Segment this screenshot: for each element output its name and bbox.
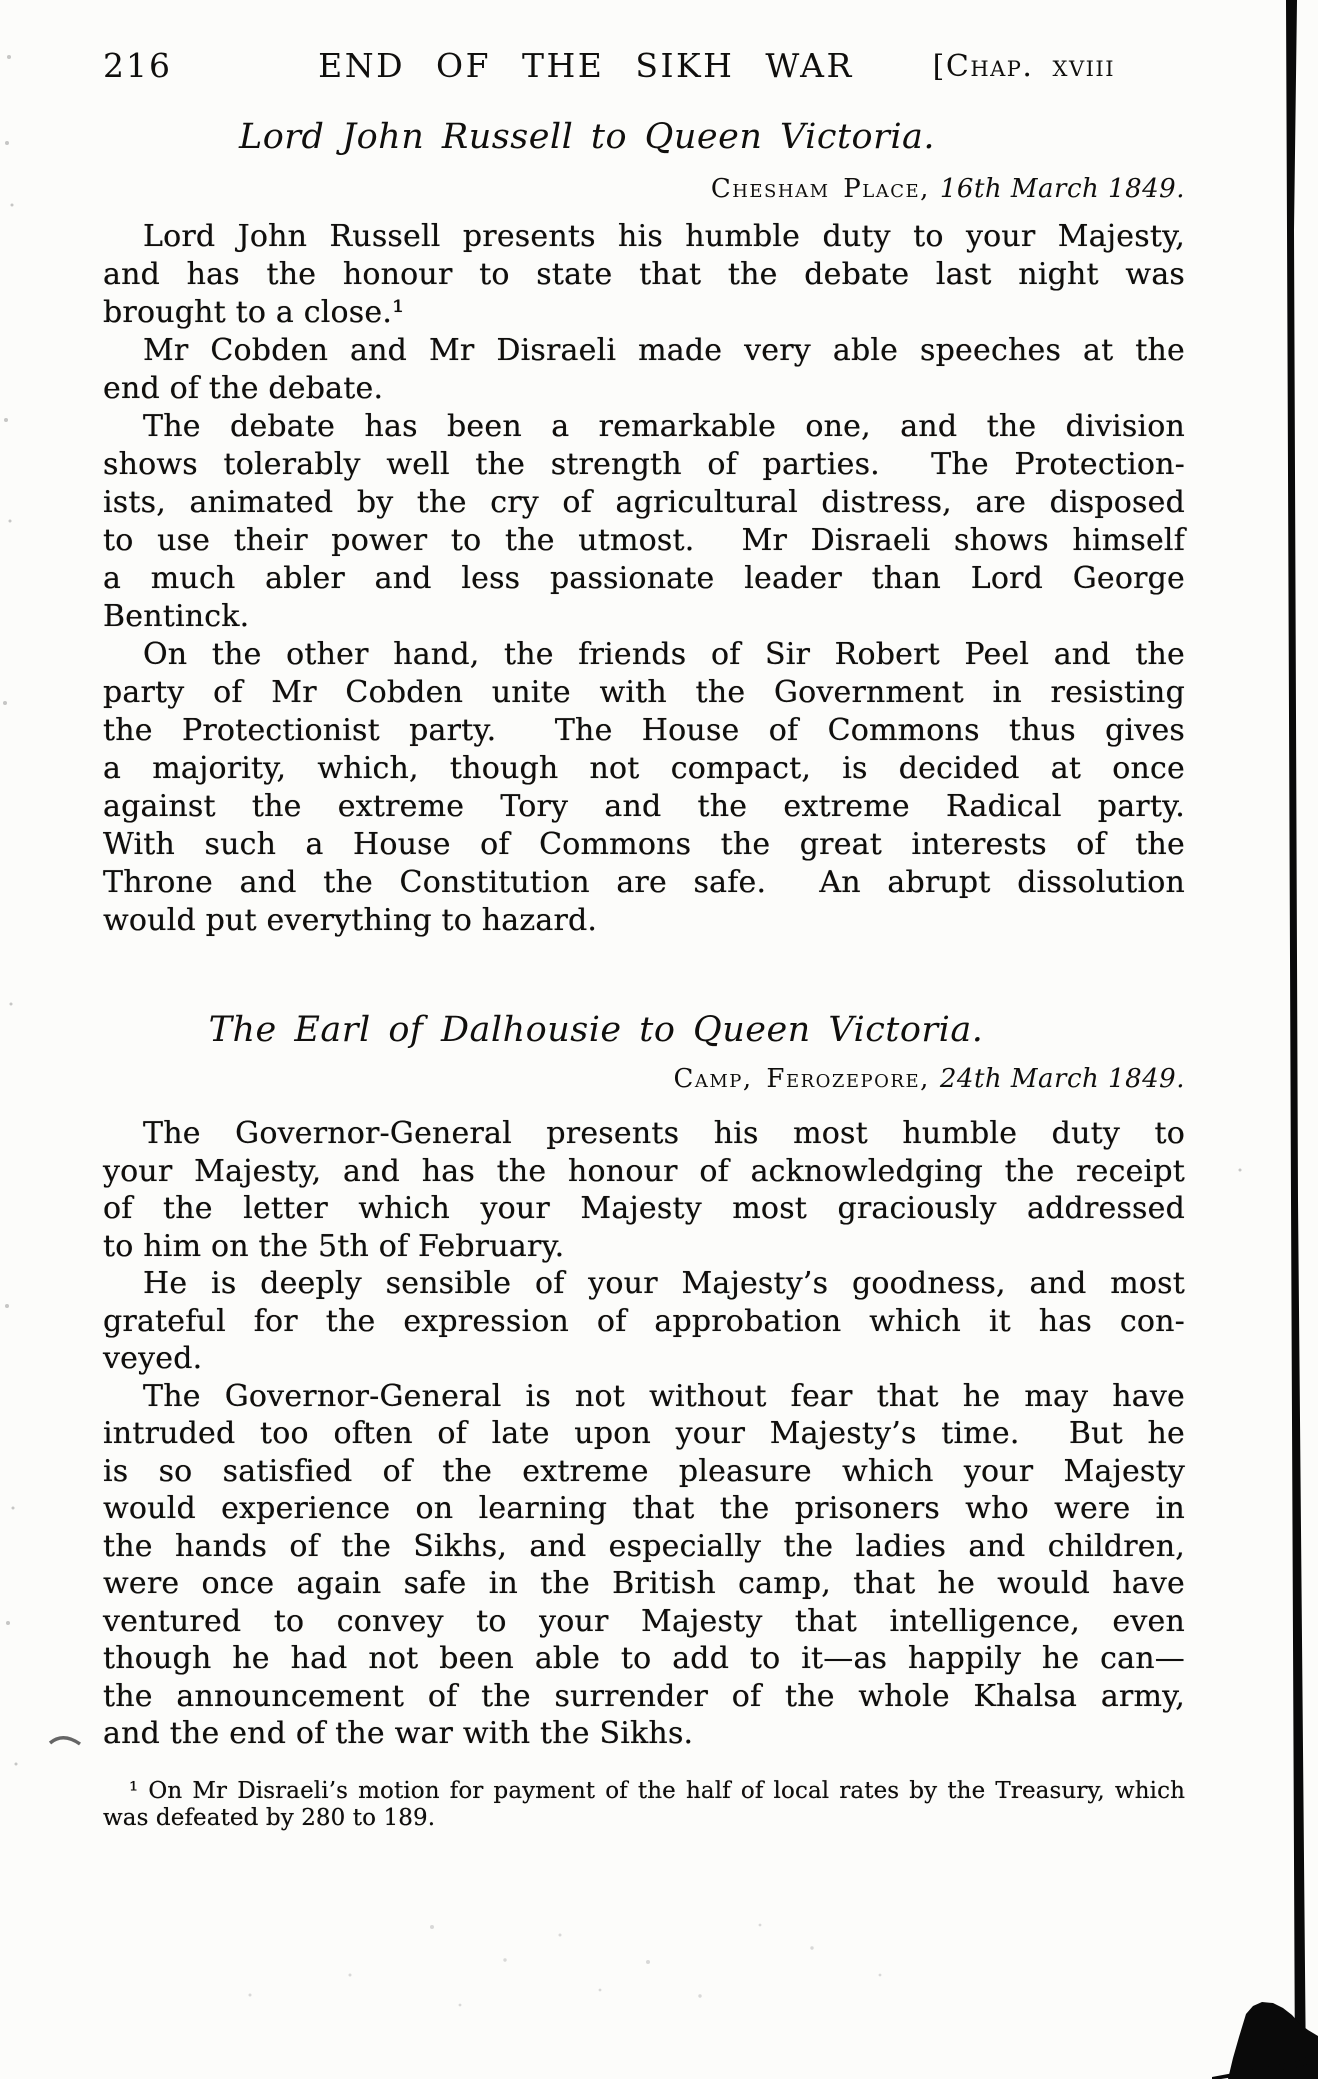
- text-line: the hands of the Sikhs, and especially the ladies and children,: [103, 1528, 1185, 1564]
- text-line: shows tolerably well the strength of parties. The Protection-: [103, 447, 1185, 482]
- text-line: Mr Cobden and Mr Disraeli made very able speeches at the: [143, 333, 1185, 368]
- footnote-line: ¹ On Mr Disraeli’s motion for payment of the half of local rates by the Treasury, which: [129, 1778, 1185, 1804]
- text-line: brought to a close.¹: [103, 295, 405, 330]
- text-line: though he had not been able to add to it—as happily he can—: [103, 1641, 1185, 1676]
- text-line: veyed.: [103, 1341, 203, 1376]
- letter2-heading: The Earl of Dalhousie to Queen Victoria.: [208, 1010, 984, 1050]
- text-line: a majority, which, though not compact, is decided at once: [103, 751, 1185, 786]
- text-line: would put everything to hazard.: [103, 903, 598, 938]
- text-line: would experience on learning that the prisoners who were in: [103, 1491, 1185, 1526]
- text-line: and the end of the war with the Sikhs.: [103, 1716, 694, 1751]
- text-line: ventured to convey to your Majesty that intelligence, even: [103, 1603, 1185, 1639]
- letter2-dateline: [103, 1064, 1185, 1094]
- text-line: to use their power to the utmost. Mr Disraeli shows himself: [103, 523, 1185, 558]
- letter1-body: [103, 218, 1185, 940]
- dateline-date: 16th March 1849.: [939, 174, 1185, 204]
- text-line: to him on the 5th of February.: [103, 1228, 565, 1264]
- text-line: The debate has been a remarkable one, and the division: [143, 409, 1185, 444]
- ink-blot: [1228, 2002, 1318, 2079]
- text-line: Bentinck.: [103, 599, 250, 634]
- margin-mark: [50, 1738, 80, 1744]
- text-line: a much abler and less passionate leader than Lord George: [103, 561, 1185, 596]
- page-edge-line: [1286, 0, 1306, 2079]
- text-line: The Governor-General is not without fear that he may have: [143, 1378, 1185, 1414]
- letter2-body: [103, 1115, 1185, 1753]
- chapter-label: [Chap. xviii: [932, 49, 1115, 84]
- text-line: is so satisfied of the extreme pleasure which your Majesty: [103, 1453, 1185, 1489]
- text-line: and has the honour to state that the debate last night was: [103, 257, 1185, 292]
- text-line: the Protectionist party. The House of Commons thus gives: [103, 713, 1185, 748]
- text-line: were once again safe in the British camp, that he would have: [103, 1566, 1185, 1601]
- text-line: grateful for the expression of approbation which it has con-: [103, 1303, 1185, 1339]
- text-line: against the extreme Tory and the extreme Radical party.: [103, 789, 1185, 824]
- text-line: ists, animated by the cry of agricultural distress, are disposed: [103, 485, 1185, 520]
- letter1-heading: Lord John Russell to Queen Victoria.: [238, 117, 936, 157]
- letter1-dateline: [103, 174, 1185, 204]
- page-header: [103, 44, 1185, 86]
- text-line: The Governor-General presents his most humble duty to: [143, 1116, 1185, 1151]
- bottom-smudge: [249, 1924, 882, 2007]
- dateline-place: Chesham Place,: [710, 174, 930, 204]
- text-line: He is deeply sensible of your Majesty’s goodness, and most: [143, 1266, 1185, 1301]
- dateline-date: 24th March 1849.: [939, 1064, 1185, 1094]
- dateline-place: Camp, Ferozepore,: [673, 1064, 930, 1094]
- text-line: end of the debate.: [103, 371, 384, 406]
- text-line: With such a House of Commons the great interests of the: [103, 827, 1185, 862]
- page-number: 216: [103, 46, 172, 85]
- text-line: Lord John Russell presents his humble duty to your Majesty,: [143, 219, 1185, 254]
- ink-streak: [1212, 2052, 1318, 2079]
- text-line: On the other hand, the friends of Sir Robert Peel and the: [143, 637, 1185, 672]
- text-line: party of Mr Cobden unite with the Government in resisting: [103, 675, 1185, 710]
- text-line: the announcement of the surrender of the whole Khalsa army,: [103, 1678, 1185, 1714]
- footnote-line: was defeated by 280 to 189.: [103, 1805, 436, 1831]
- text-line: intruded too often of late upon your Majesty’s time. But he: [103, 1416, 1185, 1451]
- running-title: END OF THE SIKH WAR: [318, 46, 854, 85]
- text-line: Throne and the Constitution are safe. An abrupt dissolution: [103, 865, 1185, 900]
- text-line: your Majesty, and has the honour of acknowledging the receipt: [103, 1153, 1185, 1189]
- footnote: [103, 1778, 1185, 1832]
- text-line: of the letter which your Majesty most graciously addressed: [103, 1191, 1185, 1226]
